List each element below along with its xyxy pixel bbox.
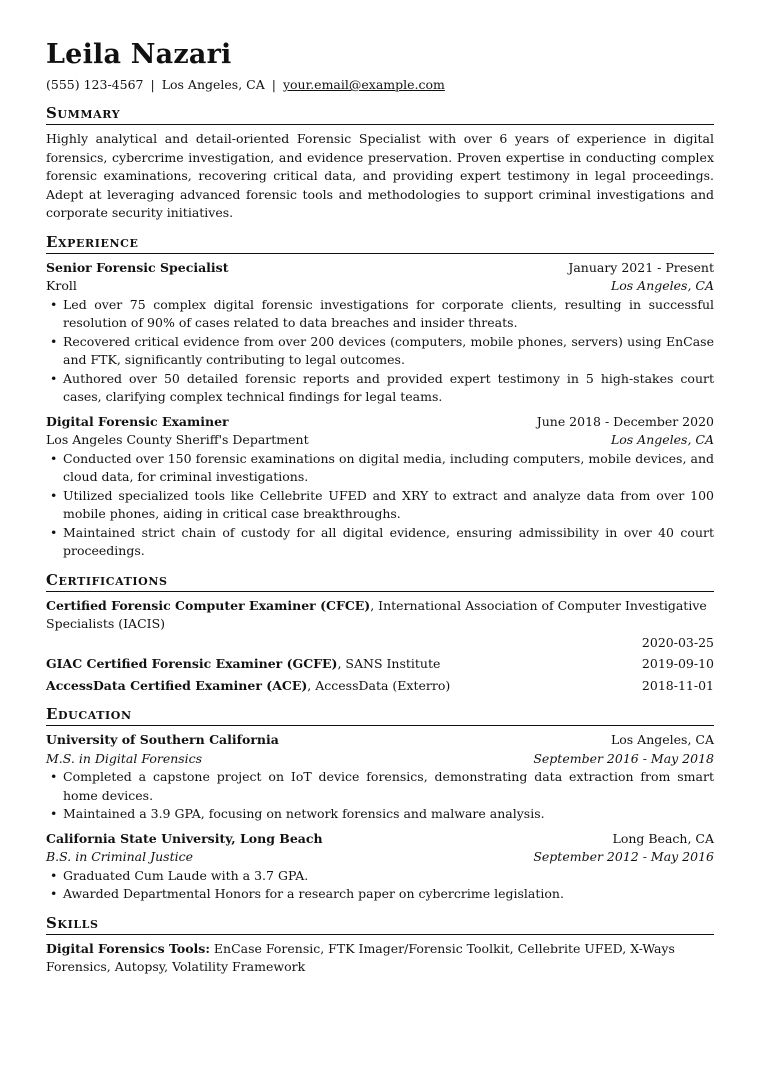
job-title: Digital Forensic Examiner [46,413,229,429]
employer: Kroll [46,278,77,293]
employer: Los Angeles County Sheriff's Department [46,432,309,447]
email-link[interactable]: your.email@example.com [282,77,445,92]
contact-line [46,76,714,94]
resume-page [46,38,714,977]
job-location: Los Angeles, CA [610,432,714,447]
section-title-experience: Experience [46,233,714,254]
job-location: Los Angeles, CA [610,278,714,293]
job-title: Senior Forensic Specialist [46,259,229,275]
certification-issuer: , AccessData (Exterro) [307,677,451,693]
certification-date: 2018-11-01 [641,677,714,693]
school-name: California State University, Long Beach [46,830,323,846]
education-entry [46,830,714,904]
list-item: • Led over 75 complex digital forensic investigations for corporate clients, resulting in successful resolution of 90% of cases related to data breaches and insider threats. [63,296,714,333]
contact-separator: | [150,77,155,92]
degree: B.S. in Criminal Justice [46,849,194,864]
experience-entry [46,413,714,561]
education-dates: September 2012 - May 2016 [533,849,714,864]
certification-entry [46,677,714,696]
job-bullets [46,296,714,407]
job-dates: June 2018 - December 2020 [536,413,714,429]
section-title-skills: Skills [46,914,714,935]
job-bullets [46,450,714,561]
school-location: Long Beach, CA [612,830,714,846]
job-dates: January 2021 - Present [568,259,714,275]
summary-text: Highly analytical and detail-oriented Forensic Specialist with over 6 years of experience in digital forensics, cybercrime investigation, and evidence preservation. Proven expertise in conducting complex forensic examinations, recovering critical data, and providing expert testimony in legal proceedings. Adept at leveraging advanced forensic tools and methodologies to support criminal investigations and corporate security initiatives. [46,131,714,220]
skills-text: EnCase Forensic, FTK Imager/Forensic Toolkit, Cellebrite UFED, X-Ways Forensics, Autopsy, Volatility Framework [46,940,675,974]
certification-date: 2019-09-10 [641,656,714,671]
list-item: • Awarded Departmental Honors for a research paper on cybercrime legislation. [63,885,714,904]
education-bullets [46,768,714,824]
skills-line [46,940,714,977]
experience-entry [46,259,714,407]
certification-name: AccessData Certified Examiner (ACE) [46,677,308,693]
certification-date: 2020-03-25 [641,634,714,650]
list-item: • Utilized specialized tools like Cellebrite UFED and XRY to extract and analyze data from over 100 mobile phones, aiding in critical case breakthroughs. [63,487,714,524]
education-bullets [46,867,714,904]
section-title-summary: Summary [46,104,714,125]
list-item: • Maintained a 3.9 GPA, focusing on network forensics and malware analysis. [63,805,714,824]
education-entry [46,731,714,824]
list-item: • Recovered critical evidence from over 200 devices (computers, mobile phones, servers) using EnCase and FTK, significantly contributing to legal outcomes. [63,333,714,370]
skills-label: Digital Forensics Tools: [46,940,210,956]
list-item: • Maintained strict chain of custody for all digital evidence, ensuring admissibility in over 40 court proceedings. [63,524,714,561]
certification-name: GIAC Certified Forensic Examiner (GCFE) [46,656,338,671]
list-item: • Graduated Cum Laude with a 3.7 GPA. [63,867,714,886]
contact-location: Los Angeles, CA [161,77,265,92]
phone-number: (555) 123-4567 [46,77,144,92]
list-item: • Conducted over 150 forensic examinations on digital media, including computers, mobile devices, and cloud data, for criminal investigations. [63,450,714,487]
section-title-education: Education [46,705,714,726]
education-dates: September 2016 - May 2018 [533,750,714,766]
degree: M.S. in Digital Forensics [46,750,203,766]
school-name: University of Southern California [46,732,279,747]
list-item: • Completed a capstone project on IoT device forensics, demonstrating data extraction from smart home devices. [63,768,714,805]
candidate-name: Leila Nazari [46,39,232,70]
list-item: • Authored over 50 detailed forensic reports and provided expert testimony in 5 high-stakes court cases, clarifying complex technical findings for legal teams. [63,370,714,407]
contact-separator: | [271,77,276,92]
certification-entry [46,597,714,653]
certification-issuer: , International Association of Computer Investigative Specialists (IACIS) [46,597,707,631]
school-location: Los Angeles, CA [610,732,714,747]
certification-name: Certified Forensic Computer Examiner (CFCE) [46,597,371,613]
certification-entry [46,655,714,674]
section-title-certifications: Certifications [46,571,714,592]
certification-issuer: , SANS Institute [337,656,441,671]
